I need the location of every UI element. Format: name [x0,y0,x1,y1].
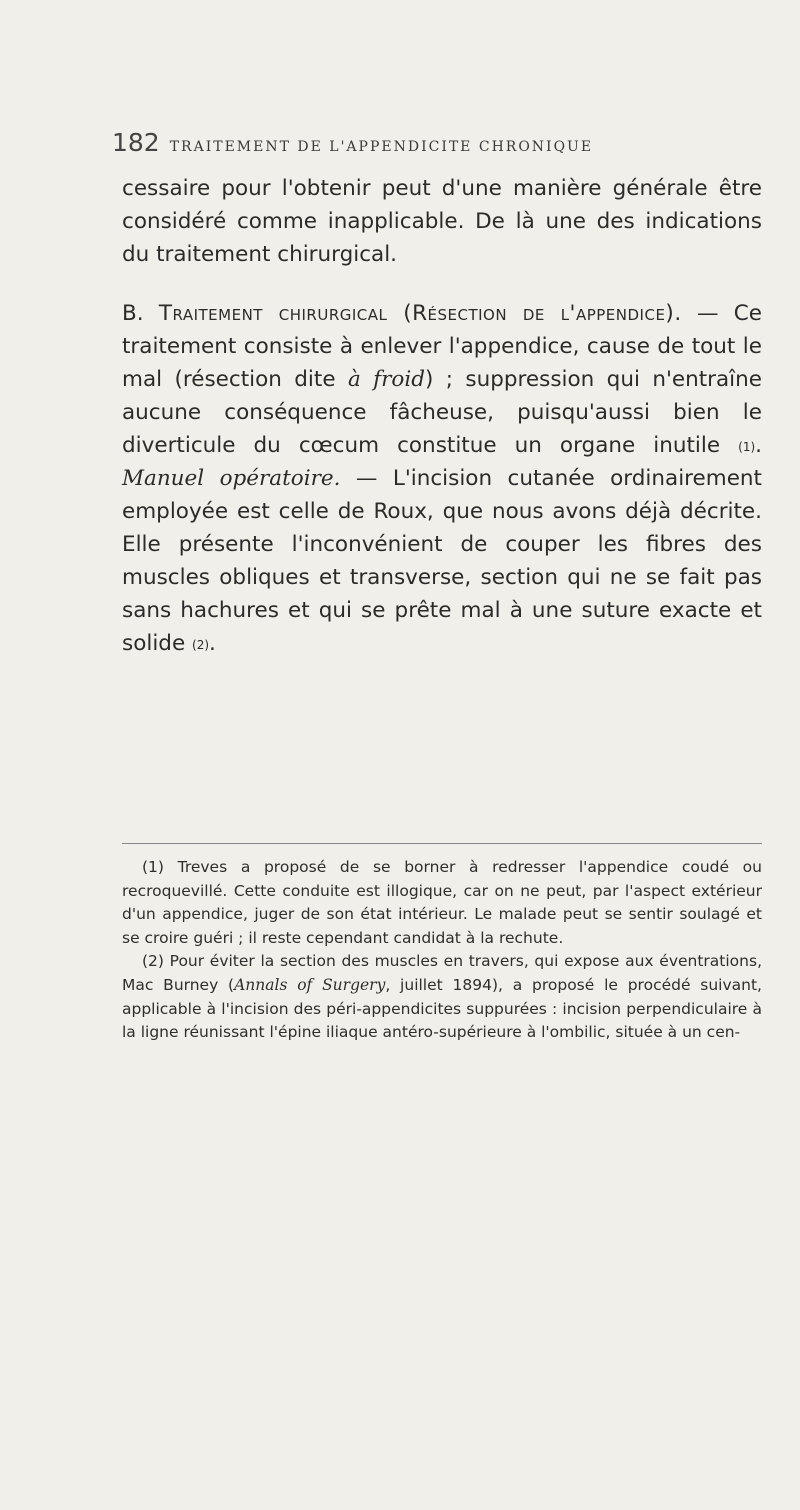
footnote-ref-1: (1) [738,440,756,454]
text-run: . [209,631,216,656]
footnote-rule [122,843,762,844]
footnote-marker-1: (1) [142,858,164,876]
manual-heading: Manuel opératoire. [122,466,341,491]
running-head [112,128,760,168]
footnote-marker-2: (2) [142,952,164,971]
paragraph-continuation: cessaire pour l'obtenir peut d'une manière générale être considéré comme inapplicable. De là une des indications du traitement chirurgical. [122,176,762,267]
page-number: 182 [112,128,160,157]
journal-title: Annals of Surgery [234,975,386,994]
footnote-text-2a: Pour éviter la section des muscles en travers, qui expose aux éventrations, Mac Burney ( [122,952,762,994]
text-run: — Ce traitement consiste à enlever l'appendice, cause de tout le mal (résection dite [122,301,762,392]
text-run: — L'incision cutanée ordinairement employée est celle de Roux, que nous avons déjà décrite. Elle présente l'inconvénient de couper les fibres des muscles obliques et transverse, section qui ne se fait pas sans hachures et qui se prête mal à une suture exacte et solide [122,466,762,656]
footnotes [122,856,762,1045]
text-run: . [755,433,762,458]
text-run: ) ; suppression qui n'entraîne aucune conséquence fâcheuse, puisqu'aussi bien le diverticule du cœcum constitue un organe inutile [122,367,762,458]
footnote-text-1: Treves a proposé de se borner à redresser l'appendice coudé ou recroquevillé. Cette conduite est illogique, car on ne peut, par l'aspect extérieur d'un appendice, juger de son état intérieur. Le malade peut se sentir soulagé et se croire guéri ; il reste cependant candidat à la rechute. [122,858,762,947]
section-label: B. [122,301,144,326]
footnote-1 [122,856,762,950]
footnote-2 [122,950,762,1044]
footnote-ref-2: (2) [192,638,210,652]
main-text [122,172,762,660]
paragraph-section-b [122,297,762,660]
footnote-text-2b: , juillet 1894), a proposé le procédé suivant, applicable à l'incision des péri-appendicites suppurées : incision perpendiculaire à la ligne réunissant l'épine iliaque antéro-supérieure à l'ombilic, située à un cen- [122,975,762,1042]
running-title: TRAITEMENT DE L'APPENDICITE CHRONIQUE [169,139,594,155]
section-heading: Traitement chirurgical (Résection de l'appendice). [158,301,682,326]
italic-term: à froid [347,367,425,392]
